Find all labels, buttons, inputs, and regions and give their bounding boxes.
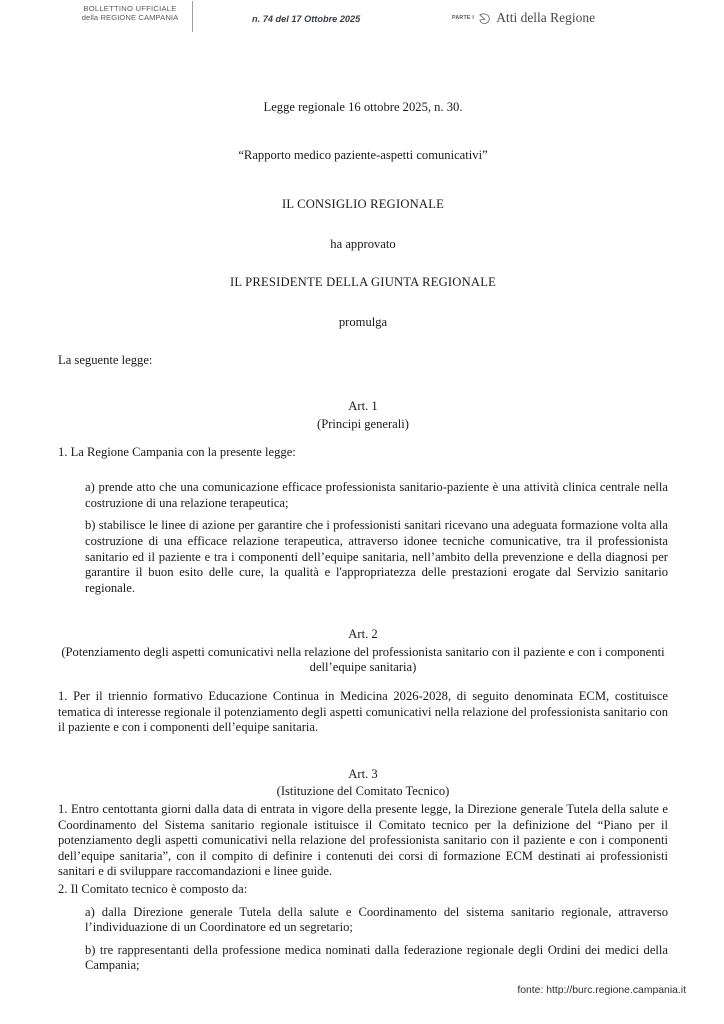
article-1-subtitle: (Principi generali) bbox=[317, 416, 409, 431]
article-1 bbox=[58, 368, 668, 596]
part-section-header bbox=[452, 10, 595, 26]
article-2 bbox=[58, 596, 668, 736]
article-1-paragraph-1: 1. La Regione Campania con la presente legge: bbox=[58, 444, 296, 459]
approval-approved: ha approvato bbox=[330, 236, 396, 251]
campania-mark-icon bbox=[477, 11, 492, 26]
article-2-paragraph-1: 1. Per il triennio formativo Educazione Continua in Medicina 2026-2028, di seguito denominata ECM, costituisce tematica di interesse regionale il potenziamento degli aspetti comunicativi nella relazione del professionista sanitario con il paziente e con i componenti dell’equipe sanitaria. bbox=[58, 689, 668, 735]
masthead-line-1: BOLLETTINO UFFICIALE bbox=[83, 4, 177, 13]
article-2-number: Art. 2 bbox=[348, 627, 378, 642]
law-title: Legge regionale 16 ottobre 2025, n. 30. bbox=[263, 100, 463, 114]
article-3-number: Art. 3 bbox=[348, 766, 378, 781]
article-3-subtitle: (Istituzione del Comitato Tecnico) bbox=[276, 784, 450, 799]
source-url: fonte: http://burc.regione.campania.it bbox=[517, 985, 686, 996]
masthead-logo bbox=[68, 4, 192, 23]
part-title: Atti della Regione bbox=[496, 10, 596, 25]
article-3-paragraph-1: 1. Entro centottanta giorni dalla data di entrata in vigore della presente legge, la Direzione generale Tutela della salute e Coordinamento del Sistema sanitario regionale istituisce il Comitato tecnico per la definizione del “Piano per il potenziamento degli aspetti comunicativi nella relazione del professionista sanitario con il paziente e con i componenti dell’equipe sanitaria”, con il compito di definire i contenuti dei corsi di formazione ECM destinati ai professionisti sanitari e di sviluppare raccomandazioni e linee guide. bbox=[58, 802, 668, 879]
document-body bbox=[58, 96, 668, 974]
masthead-line-2: della REGIONE CAMPANIA bbox=[81, 13, 179, 23]
page-footer bbox=[0, 980, 724, 998]
issue-number-date: n. 74 del 17 Ottobre 2025 bbox=[252, 14, 361, 24]
approval-president: IL PRESIDENTE DELLA GIUNTA REGIONALE bbox=[230, 275, 496, 290]
article-1-item-b: b) stabilisce le linee di azione per garantire che i professionisti sanitari ricevano una adeguata formazione volta alla costruzione di una efficace relazione terapeutica, attraverso idonee tecniche comunicative, tra il professionista sanitario ed il paziente e tra i componenti dell’equipe sanitaria, nell’ambito della prevenzione e della diagnosi per garantire il buon esito delle cure, la qualità e l'appropriatezza delle prestazioni erogate dal Servizio sanitario regionale. bbox=[85, 518, 668, 595]
part-label: PARTE I bbox=[452, 15, 475, 21]
article-3-item-b: b) tre rappresentanti della professione medica nominati dalla federazione regionale degli Ordini dei medici della Campania; bbox=[85, 942, 668, 973]
page-header bbox=[0, 0, 724, 46]
article-1-item-a: a) prende atto che una comunicazione efficace professionista sanitario-paziente è una attività clinica centrale nella costruzione di una relazione terapeutica; bbox=[85, 480, 668, 510]
approval-council: IL CONSIGLIO REGIONALE bbox=[281, 197, 445, 212]
approval-promulgates: promulga bbox=[338, 314, 388, 329]
article-2-subtitle: (Potenziamento degli aspetti comunicativi nella relazione del professionista sanitario con il paziente e con i componenti dell’equipe sanitaria) bbox=[61, 644, 665, 675]
lead-in-text: La seguente legge: bbox=[58, 352, 153, 367]
article-3-item-a: a) dalla Direzione generale Tutela della salute e Coordinamento del sistema sanitario regionale, attraverso l’individuazione di un Coordinatore ed un segretario; bbox=[85, 904, 668, 935]
article-1-number: Art. 1 bbox=[348, 399, 378, 414]
article-3 bbox=[58, 736, 668, 974]
header-divider bbox=[192, 1, 193, 32]
article-3-paragraph-2: 2. Il Comitato tecnico è composto da: bbox=[58, 882, 248, 896]
law-subject-title: “Rapporto medico paziente-aspetti comunicativi” bbox=[238, 147, 488, 162]
